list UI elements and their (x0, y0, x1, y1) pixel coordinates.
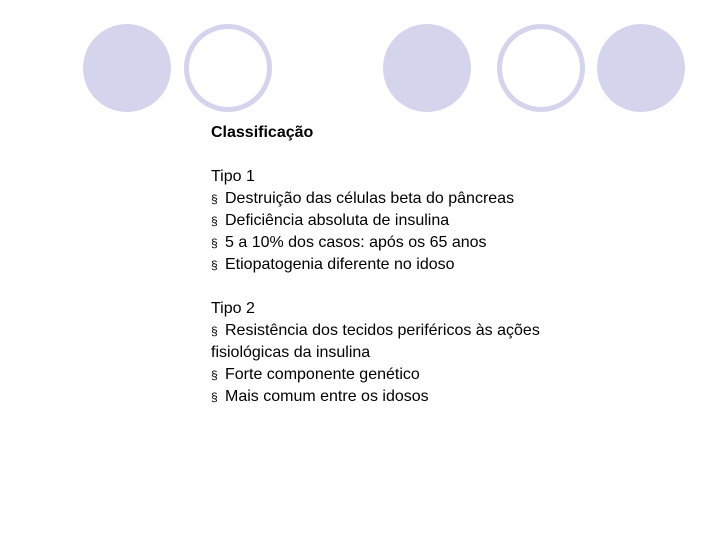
bullet-list (211, 188, 591, 276)
decorative-circle-3 (383, 24, 471, 112)
bullet-icon: § (211, 192, 218, 206)
bullet-icon: § (211, 258, 218, 272)
list-item (211, 364, 591, 386)
list-item-text: Destruição das células beta do pâncreas (225, 190, 515, 207)
bullet-icon: § (211, 214, 218, 228)
list-item (211, 188, 591, 210)
list-item (211, 210, 591, 232)
bullet-icon: § (211, 324, 218, 338)
section-tipo-1 (211, 166, 591, 276)
list-item-text: Forte componente genético (225, 366, 420, 383)
list-item-text: Mais comum entre os idosos (225, 388, 429, 405)
decorative-circle-2 (184, 24, 272, 112)
list-item-text: Resistência dos tecidos periféricos às ações fisiológicas da insulina (211, 322, 540, 361)
list-item (211, 320, 591, 364)
list-item (211, 386, 591, 408)
section-heading: Tipo 1 (211, 168, 255, 185)
slide-title: Classificação (211, 124, 314, 141)
section-tipo-2 (211, 298, 591, 408)
list-item-text: Deficiência absoluta de insulina (225, 212, 450, 229)
bullet-icon: § (211, 236, 218, 250)
bullet-icon: § (211, 368, 218, 382)
list-item (211, 232, 591, 254)
list-item-text: Etiopatogenia diferente no idoso (225, 256, 455, 273)
decorative-circle-1 (83, 24, 171, 112)
decorative-circle-4 (497, 24, 585, 112)
section-heading: Tipo 2 (211, 300, 255, 317)
list-item (211, 254, 591, 276)
list-item-text: 5 a 10% dos casos: após os 65 anos (225, 234, 487, 251)
bullet-list (211, 320, 591, 408)
bullet-icon: § (211, 390, 218, 404)
slide-content (211, 122, 591, 408)
decorative-circle-5 (597, 24, 685, 112)
